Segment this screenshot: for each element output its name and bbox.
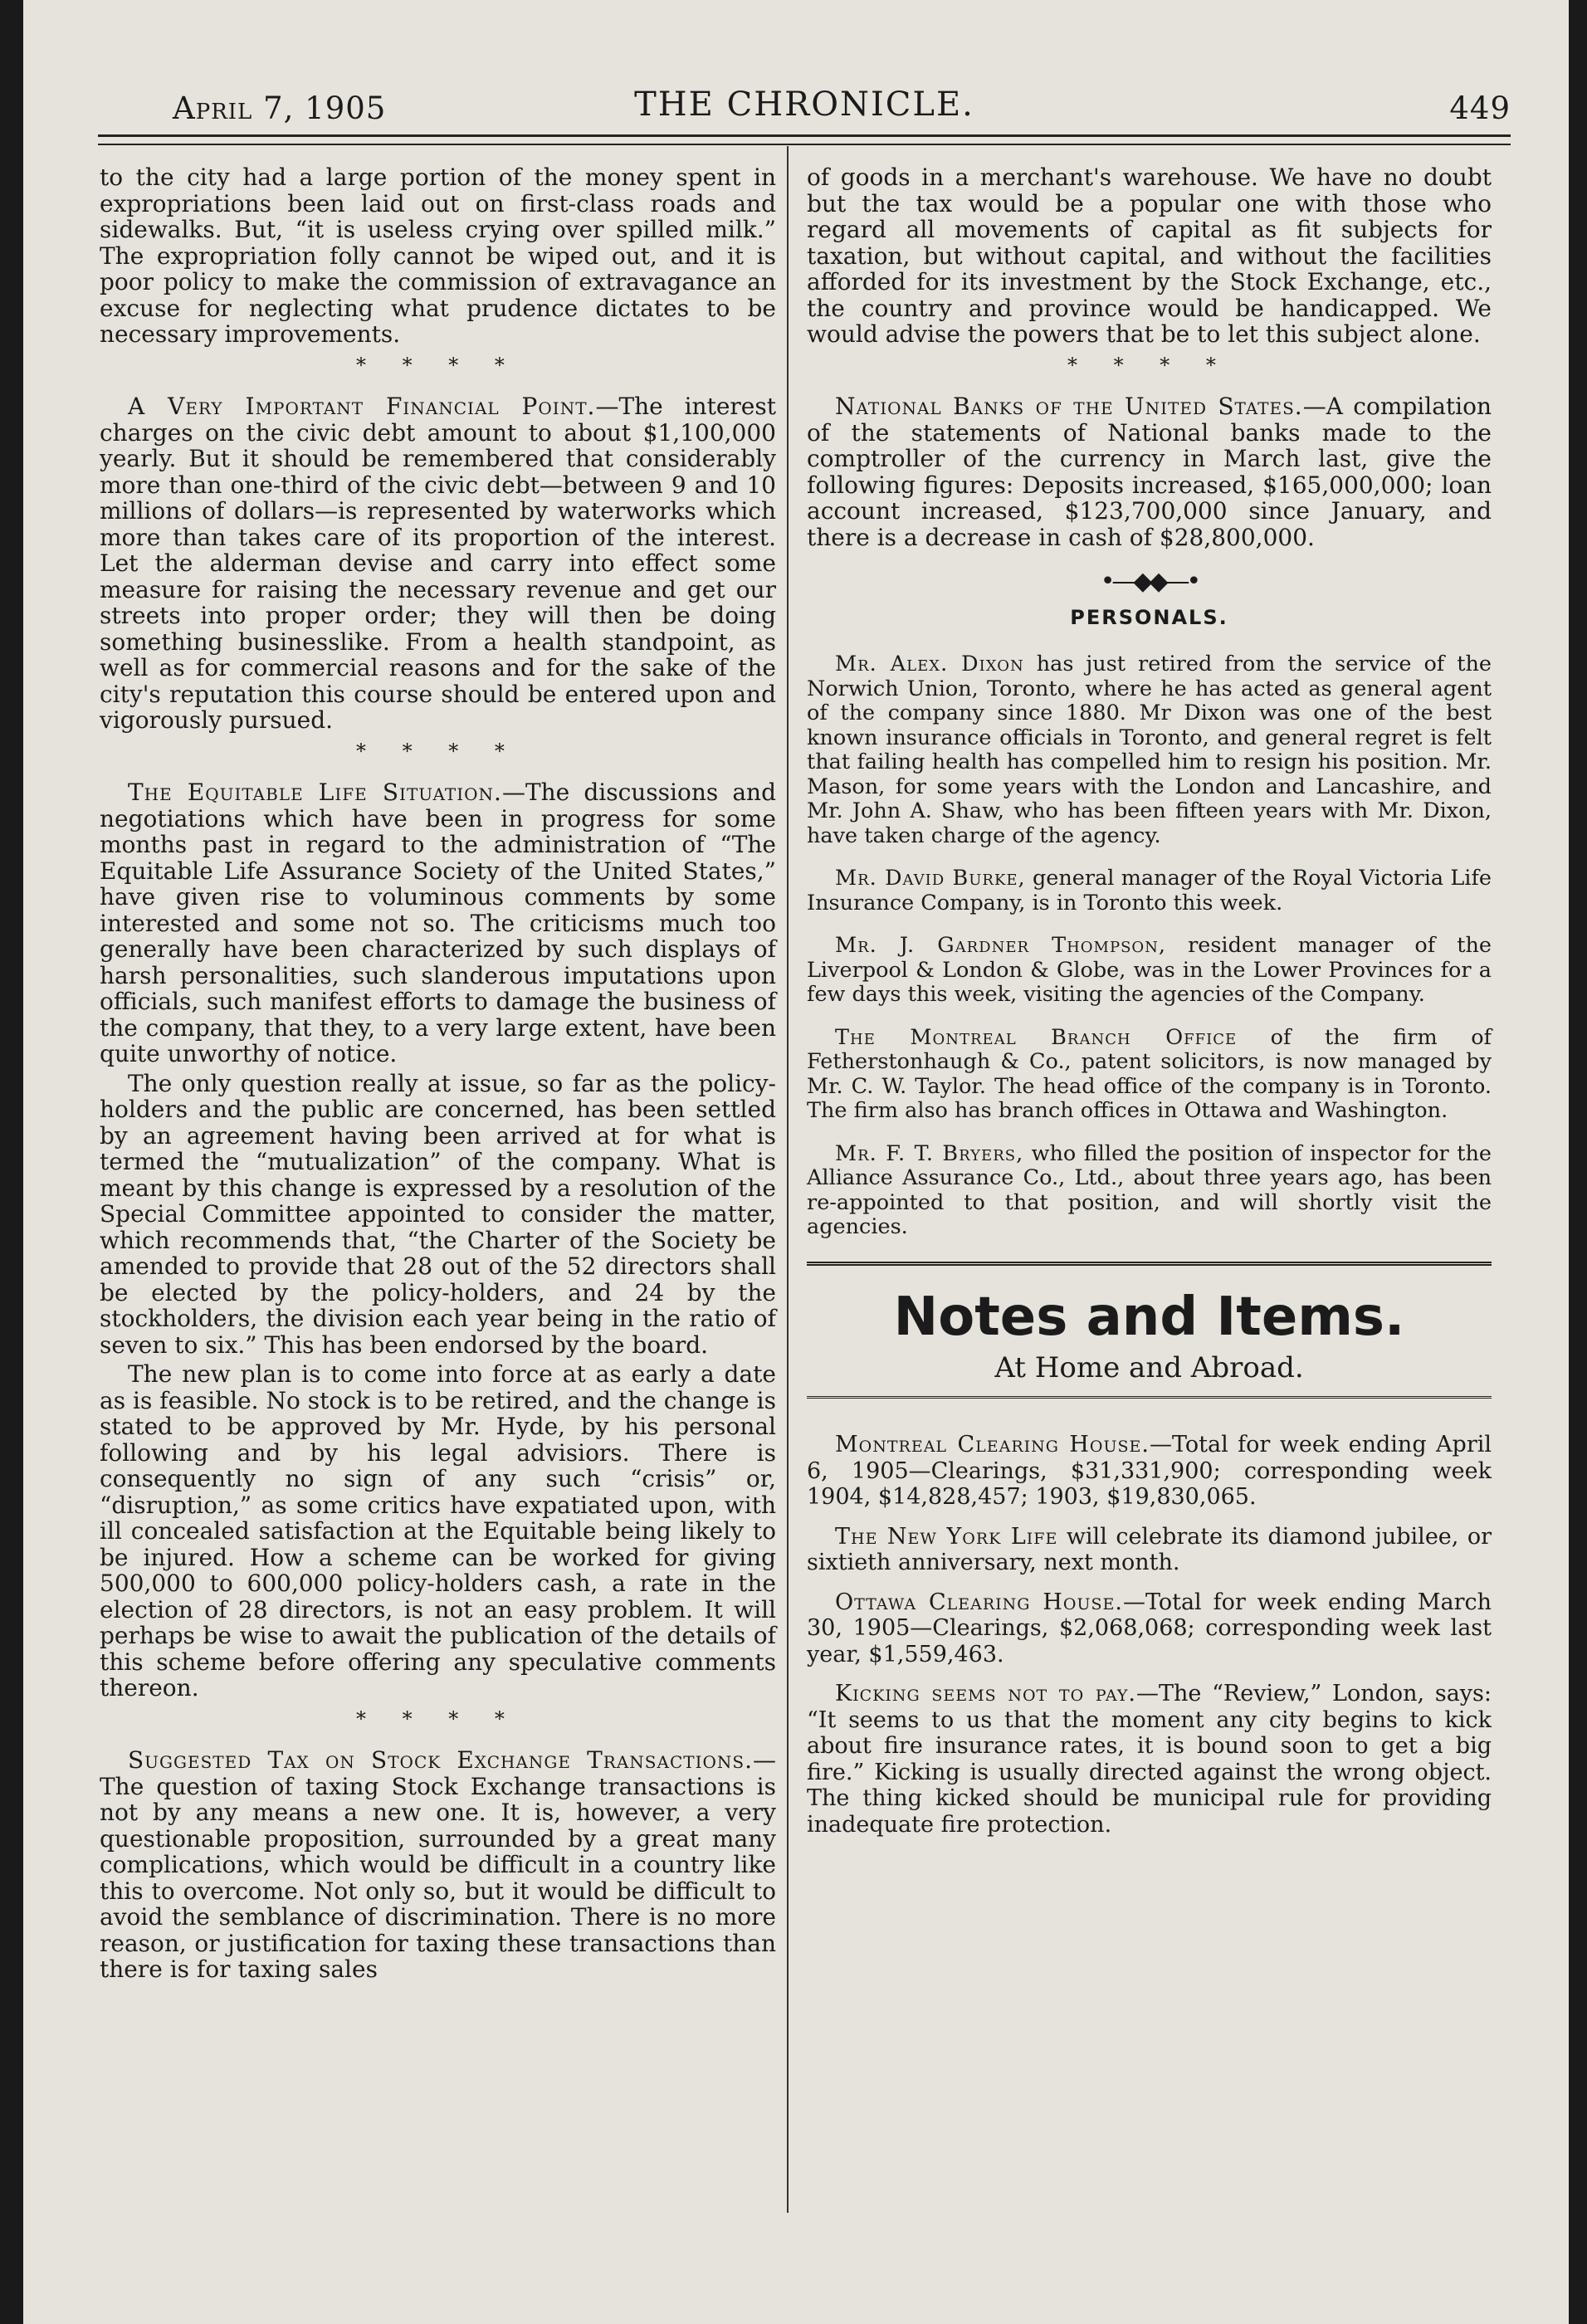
article-financial-point [100,393,776,734]
note-text: —Total for week ending March 30, 1905—Clearings, $2,068,068; corresponding week last year, $1,559,463. [807,1589,1492,1667]
article-body: —The interest charges on the civic debt amount to about $1,100,000 yearly. But it should be remembered that considerably more than one-third of the civic debt—between 9 and 10 millions of dollars—is represented by waterworks which more than takes care of its proportion of the interest. Let the alderman devise and carry into effect some measure for raising the necessary revenue and get our streets into proper order; they will then be doing something businesslike. From a health standpoint, as well as for commercial reasons and for the sake of the city's reputation this course should be entered upon and vigorously pursued. [100,393,776,734]
note-text: —Total for week ending April 6, 1905—Clearings, $31,331,900; corresponding week 1904, $14,828,457; 1903, $19,830,065. [807,1432,1492,1510]
section-separator: * * * * [356,739,520,763]
personal-text: general manager of the Royal Victoria Life Insurance Company, is in Toronto this week. [807,866,1492,915]
personal-text: resident manager of the Liverpool & London & Globe, was in the Lower Provinces for a few days this week, visiting the agencies of the Company. [807,933,1492,1007]
personal-item [807,1026,1492,1124]
article-lead: National Banks of the United States. [835,393,1303,420]
note-lead: The New York Life [835,1523,1058,1550]
note-item [807,1589,1492,1668]
section-separator: * * * * [356,1706,520,1731]
personals-heading: PERSONALS. [1070,605,1228,629]
publication-title: THE CHRONICLE. [634,85,974,124]
note-text: —The “Review,” London, says: “It seems to us that the moment any city begins to kick about fire insurance rates, it is bound soon to get a big fire.” Kicking is usually directed against the wrong object. The thing kicked should be municipal rule for providing inadequate fire protection. [807,1681,1492,1838]
article-lead: The Equitable Life Situation. [128,779,502,806]
section-separator: * * * * [356,353,520,377]
right-column [807,164,1492,1851]
personal-name: Mr. F. T. Bryers, [835,1140,1024,1166]
article-continuation: of goods in a merchant's warehouse. We have no doubt but the tax would be a popular one with those who regard all movements of capital as fit subjects for taxation, but without capital, and without the facilities afforded for its investment by the Stock Exchange, etc., the country and province would be handicapped. We would advise the powers that be to let this subject alone. [807,164,1492,348]
article-paragraph: The new plan is to come into force at as early a date as is feasible. No stock is to be retired, and the change is stated to be approved by Mr. Hyde, by his personal following and by his legal advisiors. There is consequently no sign of any such “crisis” or, “disruption,” as some critics have expatiated upon, with ill concealed satisfaction at the Equitable being likely to be injured. How a scheme can be worked for giving 500,000 to 600,000 policy-holders cash, a rate in the election of 28 directors, is not an easy problem. It will perhaps be wise to await the publication of the details of this scheme before offering any speculative comments thereon. [100,1360,776,1702]
note-text: will celebrate its diamond jubilee, or sixtieth anniversary, next month. [807,1523,1492,1575]
article-stock-exchange-tax [100,1747,776,1983]
article-lead: Suggested Tax on Stock Exchange Transactions. [128,1746,753,1774]
article-body: —The question of taxing Stock Exchange transactions is not by any means a new one. It is, however, a very questionable proposition, surrounded by a great many complications, which would be difficult in a country like this to overcome. Not only so, but it would be difficult to avoid the semblance of discrimination. There is no more reason, or justification for taxing these transactions than there is for taxing sales [100,1746,776,1983]
note-lead: Ottawa Clearing House. [835,1589,1123,1615]
note-lead: Kicking seems not to pay. [835,1681,1136,1706]
article-equitable-life [100,779,776,1067]
personal-name: The Montreal Branch Office [835,1024,1238,1050]
personal-name: Mr. Alex. Dixon [835,652,1024,676]
header-rule [98,134,1511,145]
issue-date: April 7, 1905 [173,90,387,126]
article-lead: A Very Important Financial Point. [128,393,596,420]
page-number: 449 [1449,90,1511,126]
newspaper-page [23,0,1569,2324]
personal-item [807,1142,1492,1240]
section-separator: * * * * [1067,353,1231,377]
article-body: —A compilation of the statements of National banks made to the comptroller of the currency in March last, give the following figures: Deposits increased, $165,000,000; loan account increased, $123,700,000 since January, and there is a decrease in cash of $28,800,000. [807,393,1492,551]
personal-item [807,934,1492,1008]
personal-name: Mr. David Burke, [835,866,1026,891]
note-item [807,1524,1492,1576]
column-divider [787,146,789,2213]
paragraph-expropriations: to the city had a large portion of the money spent in expropriations been laid out on first-class roads and sidewalks. But, “it is useless crying over spilled milk.” The expropriation folly cannot be wiped out, and it is poor policy to make the commission of extravagance an excuse for neglecting what prudence dictates to be necessary improvements. [100,164,776,348]
left-column [100,164,776,1986]
personal-name: Mr. J. Gardner Thompson, [835,933,1167,958]
personal-item [807,652,1492,848]
personal-text: who filled the position of inspector for the Alliance Assurance Co., Ltd., about three years ago, has been re-appointed to that position, and will shortly visit the agencies. [807,1140,1492,1239]
page-header [98,79,1511,137]
article-national-banks [807,393,1492,550]
notes-and-items-banner [807,1262,1492,1399]
note-item [807,1681,1492,1838]
personal-text: of the firm of Fetherstonhaugh & Co., patent solicitors, is now managed by Mr. C. W. Taylor. The head office of the company is in Toronto. The firm also has branch offices in Ottawa and Washington. [807,1024,1492,1123]
personal-text: has just retired from the service of the Norwich Union, Toronto, where he has acted as general agent of the company since 1880. Mr Dixon was one of the best known insurance officials in Toronto, and general regret is felt that failing health has compelled him to resign his position. Mr. Mason, for some years with the London and Lancashire, and Mr. John A. Shaw, who has been fifteen years with Mr. Dixon, have taken charge of the agency. [807,652,1492,848]
article-paragraph: The only question really at issue, so far as the policy-holders and the public are concerned, has been settled by an agreement having been arrived at for what is termed the “mutualization” of the company. What is meant by this change is expressed by a resolution of the Special Committee appointed to consider the matter, which recommends that, “the Charter of the Society be amended to provide that 28 out of the 52 directors shall be elected by the policy-holders, and 24 by the stockholders, the division each year being in the ratio of seven to six.” This has been endorsed by the board. [100,1069,776,1359]
notes-subtitle: At Home and Abroad. [994,1350,1304,1384]
notes-title: Notes and Items. [893,1286,1405,1348]
note-lead: Montreal Clearing House. [835,1432,1150,1457]
ornament-divider: •—◆◆—• [1100,567,1199,596]
article-body: —The discussions and negotiations which have been in progress for some months past in regard to the administration of “The Equitable Life Assurance Society of the United States,” have given rise to voluminous comments by some interested and some not so. The criticisms much too generally have been characterized by such displays of harsh personalities, such slanderous imputations upon officials, such manifest efforts to damage the business of the company, that they, to a very large extent, have been quite unworthy of notice. [100,779,777,1067]
note-item [807,1432,1492,1511]
personal-item [807,867,1492,915]
